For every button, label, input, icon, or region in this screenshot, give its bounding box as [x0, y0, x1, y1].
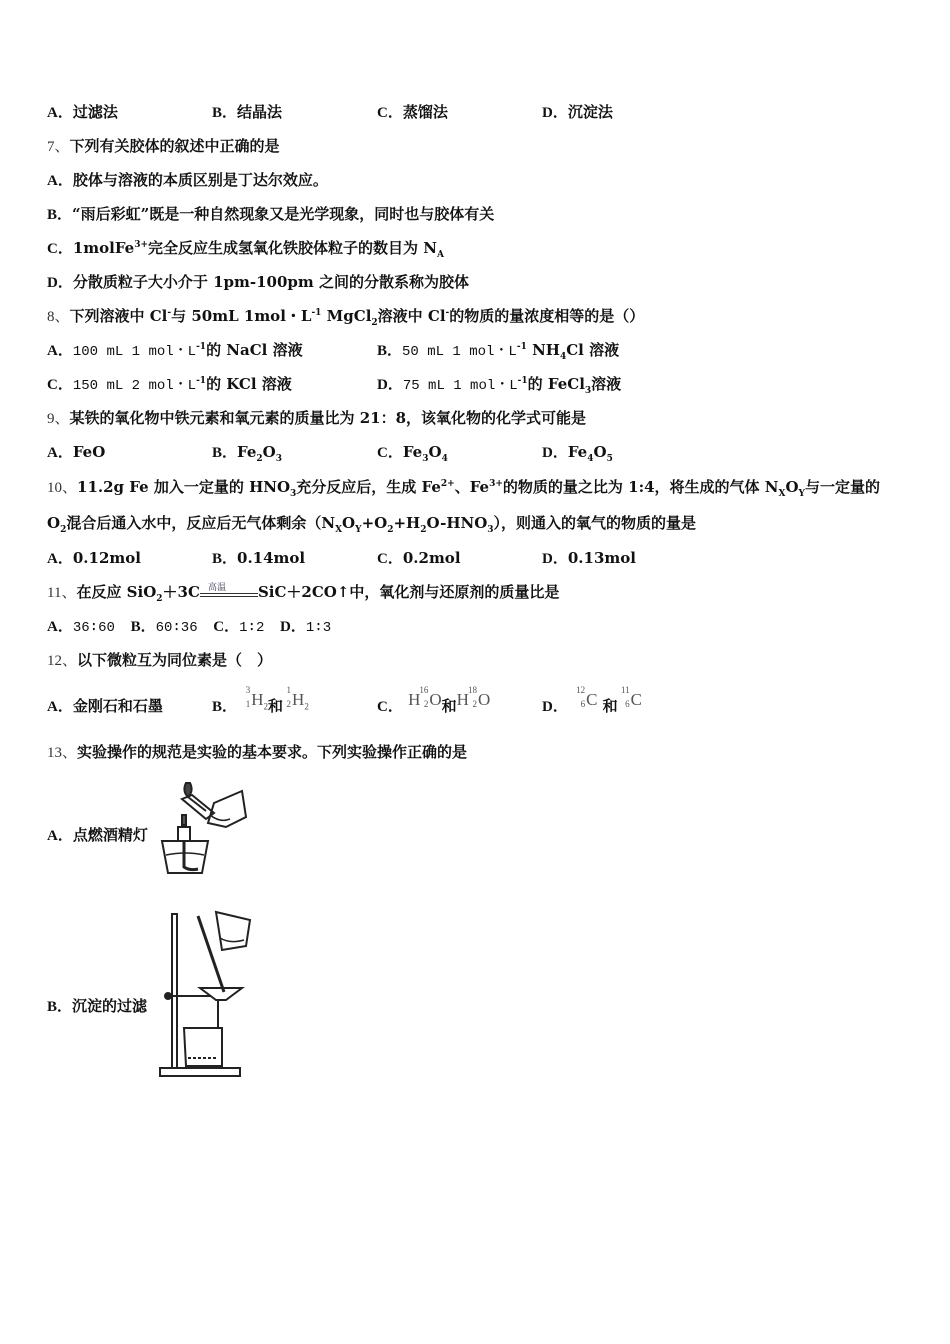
q10-option-d: D．0.13mol: [542, 549, 636, 567]
isotope-c11: 11 6 C: [621, 685, 643, 710]
q8-option-b: B．50 mL 1 mol・$L^{-1}$ $NH_4Cl$ 溶液: [377, 341, 620, 362]
q12-option-d: D． 12 6 C 和 11 6 C: [542, 685, 643, 715]
q8-option-a: A．100 mL 1 mol・$L^{-1}$的 NaCl 溶液: [47, 341, 303, 360]
q9-option-d: D．$Fe_4O_5$: [542, 443, 613, 464]
q7-option-a: A．胶体与溶液的本质区别是丁达尔效应。: [47, 171, 328, 189]
q13-stem: 13、实验操作的规范是实验的基本要求。下列实验操作正确的是: [47, 743, 468, 761]
q8-option-c: C．150 mL 2 mol・$L^{-1}$的 KCl 溶液: [47, 375, 292, 394]
q6-option-c: C．蒸馏法: [377, 103, 448, 121]
q9-option-c: C．$Fe_3O_4$: [377, 443, 448, 464]
q10-stem-line1: 10、11.2g Fe 加入一定量的 $HNO_3$充分反应后，生成 $Fe^{2+}$、$Fe^{3+}$的物质的量之比为 1:4，将生成的气体 $N_XO_Y$与一定量的: [47, 478, 880, 499]
isotope-h3: 3 1 $H_2$: [245, 685, 269, 712]
q12-option-b: B． 3 1 $H_2$和 1 2 $H_2$: [212, 685, 309, 715]
q8-option-d: D．75 mL 1 mol・$L^{-1}$的 FeCl$_3$溶液: [377, 375, 622, 396]
q7-option-c: C．1molFe$^{3+}$完全反应生成氢氧化铁胶体粒子的数目为 $N_A$: [47, 239, 444, 260]
q7-option-b: B．“雨后彩虹”既是一种自然现象又是光学现象，同时也与胶体有关: [47, 205, 495, 223]
isotope-h1: 1 2 $H_2$: [286, 685, 309, 712]
water-o18: H 18 2 O: [456, 685, 491, 710]
q9-stem: 9、某铁的氧化物中铁元素和氧元素的质量比为 21：8，该氧化物的化学式可能是: [47, 409, 587, 427]
q7-stem: 7、下列有关胶体的叙述中正确的是: [47, 137, 280, 155]
q8-stem: 8、下列溶液中 Cl-与 50mL 1mol・$L^{-1}$ MgCl$_2$溶液中 Cl-的物质的量浓度相等的是（）: [47, 307, 645, 328]
q9-option-a: A．FeO: [47, 443, 106, 461]
filtration-apparatus-illustration: [158, 908, 258, 1080]
q10-stem-line2: $O_2$混合后通入水中，反应后无气体剩余$(N_XO_Y+O_2+H_2O-HNO_3)$，则通入的氧气的物质的量是: [47, 514, 697, 535]
reaction-condition-equals-sign: 高温: [200, 586, 258, 600]
q6-option-a: A．过滤法: [47, 103, 118, 121]
q13-option-b: B．沉淀的过滤: [47, 997, 148, 1015]
q13-option-a: A．点燃酒精灯: [47, 826, 148, 844]
q6-option-d: D．沉淀法: [542, 103, 613, 121]
q10-option-c: C．0.2mol: [377, 549, 461, 567]
q10-option-a: A．0.12mol: [47, 549, 141, 567]
q11-options: A．36∶60 B．60∶36 C．1∶2 D．1∶3: [47, 619, 332, 636]
water-o16: H 16 2 O: [408, 685, 442, 710]
q7-option-d: D．分散质粒子大小介于 1pm-100pm 之间的分散系称为胶体: [47, 273, 469, 291]
q12-option-c: C． H 16 2 O和H 18 2 O: [377, 685, 491, 715]
q9-option-b: B．$Fe_2O_3$: [212, 443, 282, 464]
q12-option-a: A．金刚石和石墨: [47, 697, 163, 715]
q10-option-b: B．0.14mol: [212, 549, 306, 567]
q6-option-b: B．结晶法: [212, 103, 283, 121]
alcohol-lamp-lighting-illustration: [158, 775, 248, 877]
q12-stem: 12、以下微粒互为同位素是（ ）: [47, 651, 273, 669]
isotope-c12: 12 6 C: [576, 685, 598, 710]
q11-stem: 11、在反应 SiO$_2$＋3C 高温 SiC＋2CO↑中，氧化剂与还原剂的质量比是: [47, 583, 560, 604]
